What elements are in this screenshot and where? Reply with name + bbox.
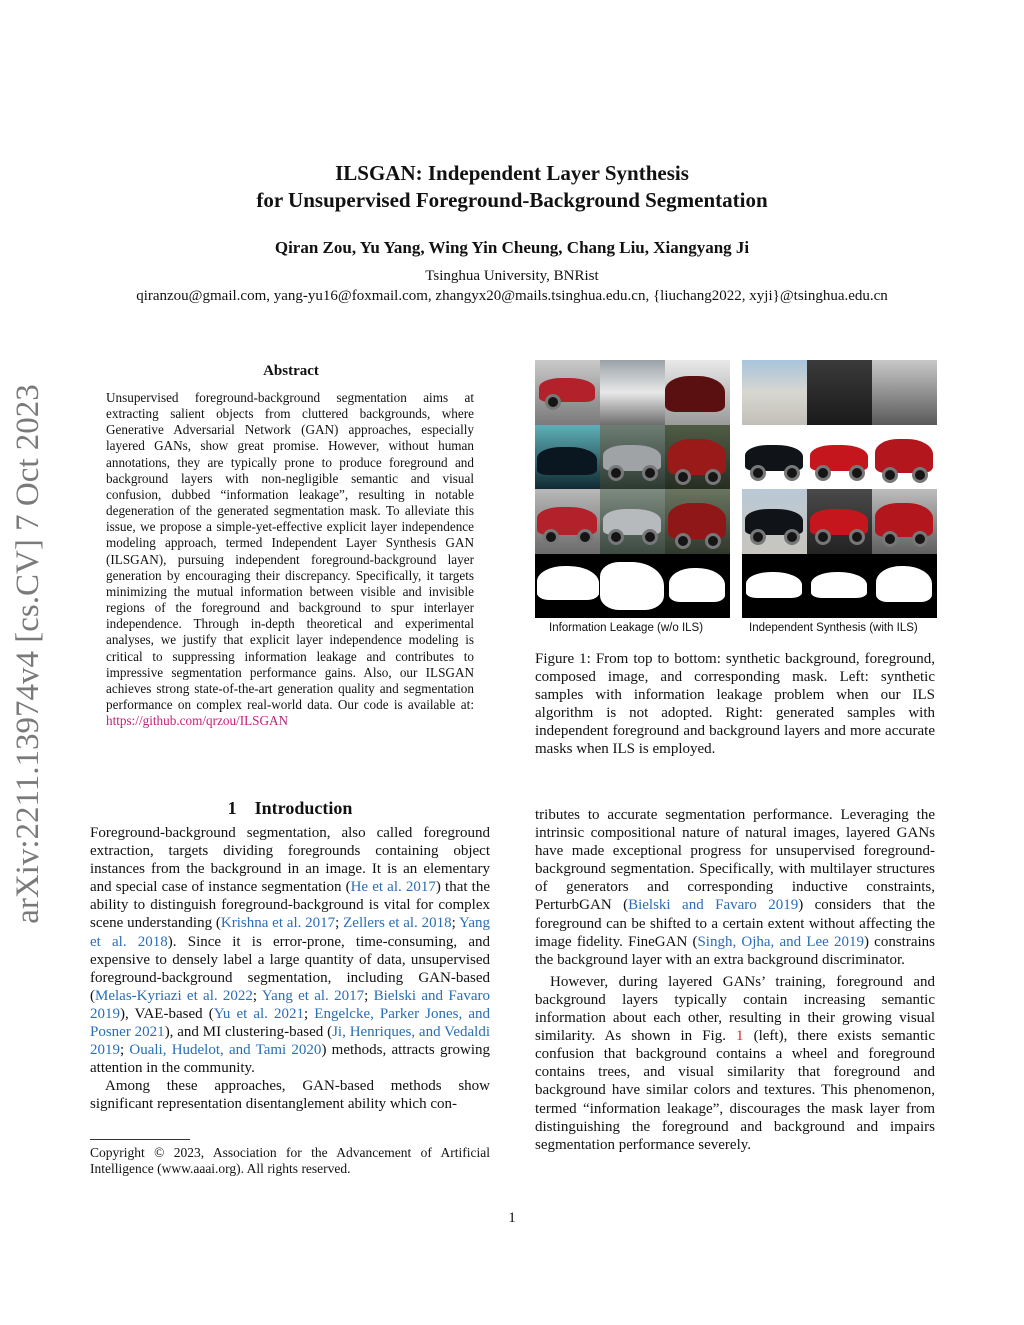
mask-tile xyxy=(665,554,730,619)
intro-paragraph-1: Foreground-background segmentation, also called foreground extraction, targets dividing foregrounds containing object instances from the background in an image. It is an elementary and special case of instance segmentation (He et al. 2017) that the ability to distinguish foreground-background is vital for complex scene understanding (Krishna et al. 2017; Zellers et al. 2018; Yang et al. 2018). Since it is error-prone, time-consuming, and expensive to densely label a large quantity of data, unsupervised foreground-background segmentation, including GAN-based (Melas-Kyriazi et al. 2022; Yang et al. 2017; Bielski and Favaro 2019), VAE-based (Yu et al. 2021; Engelcke, Parker Jones, and Posner 2021), and MI clustering-based (Ji, Henriques, and Vedaldi 2019; Ouali, Hudelot, and Tami 2020) methods, attracts growing attention in the community. xyxy=(90,825,491,1077)
citation[interactable]: Zellers et al. 2018 xyxy=(343,915,452,932)
image-tile xyxy=(665,489,730,554)
figure-reference[interactable]: 1 xyxy=(736,1028,744,1045)
affiliation: Tsinghua University, BNRist xyxy=(425,268,599,284)
image-tile xyxy=(600,489,665,554)
figure-1-caption: Figure 1: From top to bottom: synthetic background, foreground, composed image, and corresponding mask. Left: synthetic samples with information leakage problem when our ILS algorithm is not adopted. Right: generated samples with independent foreground and background layers and more accurate masks when ILS is employed. xyxy=(535,651,935,758)
mask-tile xyxy=(600,554,665,619)
abstract-body xyxy=(106,390,474,729)
intro-paragraph-2-continued: tributes to accurate segmentation performance. Leveraging the intrinsic compositional nature of natural images, layered GANs have made exceptional progress for unsupervised foreground-background segmentation. Specifically, with multilayer structures of generators and corresponding inductive constraints, PerturbGAN (Bielski and Favaro 2019) considers that the foreground can be shifted to a certain extent without affecting the image fidelity. FineGAN (Singh, Ojha, and Lee 2019) constrains the background layer with an extra background discriminator. xyxy=(535,807,935,968)
citation[interactable]: Engelcke, Parker Jones, and Posner 2021 xyxy=(90,1005,490,1041)
footnote-rule xyxy=(90,1139,190,1140)
mask-tile xyxy=(742,554,807,619)
paper-title-line-2: for Unsupervised Foreground-Background Segmentation xyxy=(256,188,768,212)
image-tile xyxy=(807,360,872,425)
code-link[interactable]: https://github.com/qrzou/ILSGAN xyxy=(106,713,289,729)
copyright-footnote: Copyright © 2023, Association for the Advancement of Artificial Intelligence (www.aaai.org). All rights reserved. xyxy=(90,1145,490,1176)
paper-title-line-1: ILSGAN: Independent Layer Synthesis xyxy=(335,161,689,185)
right-column-text xyxy=(535,806,935,1154)
author-list: Qiran Zou, Yu Yang, Wing Yin Cheung, Chang Liu, Xiangyang Ji xyxy=(274,238,750,257)
citation[interactable]: Ouali, Hudelot, and Tami 2020 xyxy=(129,1042,322,1059)
image-tile xyxy=(665,425,730,490)
abstract-heading: Abstract xyxy=(263,363,319,379)
citation[interactable]: Krishna et al. 2017 xyxy=(220,915,336,932)
image-tile xyxy=(807,425,872,490)
mask-tile xyxy=(872,554,937,619)
citation[interactable]: Yu et al. 2021 xyxy=(213,1005,305,1022)
intro-paragraph-2: Among these approaches, GAN-based methods show significant representation disentanglement ability which con- xyxy=(90,1078,490,1113)
image-tile xyxy=(742,425,807,490)
image-tile xyxy=(600,425,665,490)
citation[interactable]: Yang et al. 2017 xyxy=(261,987,365,1004)
image-tile xyxy=(872,489,937,554)
section-heading-introduction: 1 Introduction xyxy=(227,798,353,818)
image-tile xyxy=(600,360,665,425)
mask-tile xyxy=(535,554,600,619)
figure-1 xyxy=(535,360,935,632)
image-tile xyxy=(872,360,937,425)
image-tile xyxy=(742,360,807,425)
image-tile xyxy=(872,425,937,490)
citation[interactable]: Singh, Ojha, and Lee 2019 xyxy=(697,933,864,950)
page-number: 1 xyxy=(508,1210,516,1226)
author-emails: qiranzou@gmail.com, yang-yu16@foxmail.com, zhangyx20@mails.tsinghua.edu.cn, {liuchang2022, xyji}@tsinghua.edu.cn xyxy=(136,288,888,304)
figure-grid-right xyxy=(742,360,937,618)
citation[interactable]: Bielski and Favaro 2019 xyxy=(628,897,799,914)
mask-tile xyxy=(807,554,872,619)
image-tile xyxy=(807,489,872,554)
image-tile xyxy=(535,425,600,490)
citation[interactable]: Ji, Henriques, and Vedaldi 2019 xyxy=(90,1024,490,1059)
citation[interactable]: Yang et al. 2018 xyxy=(90,915,490,950)
figure-label-right: Independent Synthesis (with ILS) xyxy=(749,622,918,634)
abstract-text: Unsupervised foreground-background segmentation aims at extracting salient objects from cluttered backgrounds, where Generative Adversarial Network (GAN) approaches, especially layered GANs, show great promise. However, without human annotations, they are typically prone to produce foreground and background layers with non-negligible semantic and visual confusion, dubbed “information leakage”, resulting in notable degeneration of the generated segmentation mask. To alleviate this issue, we propose a simple-yet-effective explicit layer independence modeling approach, termed Independent Layer Synthesis GAN (ILSGAN), pursuing independent foreground-background layer generation by encouraging their discrepancy. Specifically, it targets minimizing the mutual information between visible and invisible regions of the foreground and background to spur interlayer independence. Through in-depth theoretical and experimental analyses, we justify that explicit layer independence modeling is critical to suppressing information leakage and contributes to impressive segmentation performance gains. Also, our ILSGAN achieves strong state-of-the-art generation quality and segmentation performance on complex real-world data. Our code is available at: xyxy=(106,390,474,712)
citation[interactable]: Melas-Kyriazi et al. 2022 xyxy=(95,987,253,1004)
figure-grid-left xyxy=(535,360,730,618)
left-column-text xyxy=(90,824,490,1114)
image-tile xyxy=(665,360,730,425)
figure-label-left: Information Leakage (w/o ILS) xyxy=(549,622,704,634)
image-tile xyxy=(742,489,807,554)
image-tile xyxy=(535,360,600,425)
citation[interactable]: He et al. 2017 xyxy=(350,879,436,896)
citation[interactable]: Bielski and Favaro 2019 xyxy=(90,987,490,1022)
image-tile xyxy=(535,489,600,554)
intro-paragraph-3: However, during layered GANs’ training, foreground and background layers typically contain increasing semantic information about each other, resulting in their growing visual similarity. As shown in Fig. 1 (left), there exists semantic confusion that background contains a wheel and foreground contains trees, and visual similarity that foreground and background have similar colors and textures. This phenomenon, termed “information leakage”, discourages the mask layer from distinguishing the foreground and background and impairs segmentation performance severely. xyxy=(535,973,935,1153)
arxiv-stamp: arXiv:2211.13974v4 [cs.CV] 7 Oct 2023 xyxy=(10,384,46,924)
